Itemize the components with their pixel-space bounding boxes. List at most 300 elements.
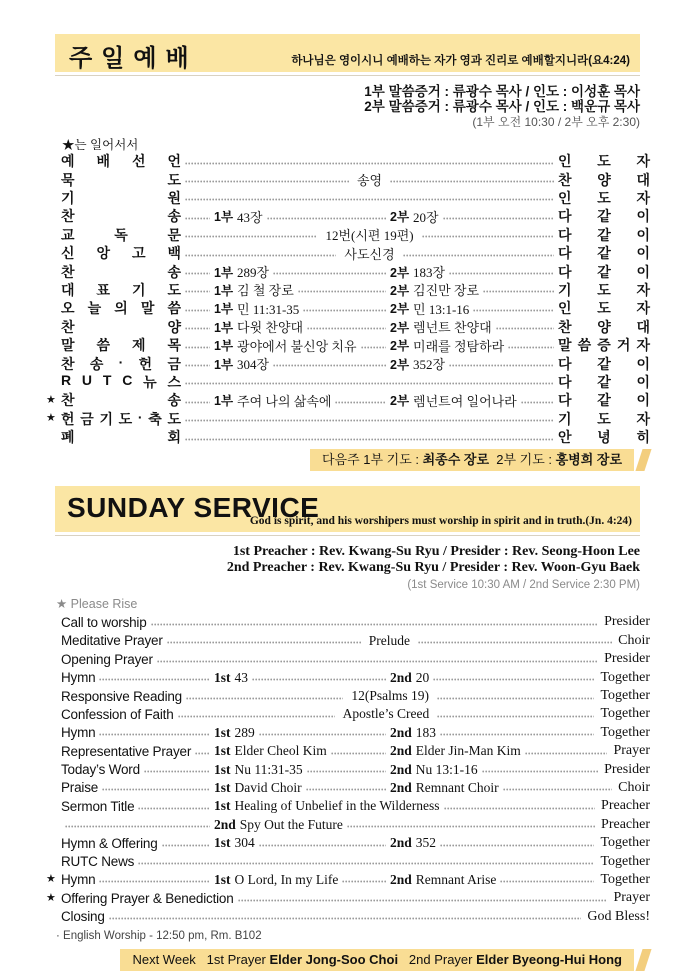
row-label: Hymn [61,725,96,741]
part2-value: 352 [415,835,437,851]
part2-prefix: 2nd [390,743,412,759]
part1-value: 광야에서 불신앙 치유 [237,338,357,354]
next-week-label: 다음주 1부 기도 : [321,452,423,468]
part2-value: 20 [415,669,430,685]
part1-group [214,354,390,373]
leader-dots [167,641,361,644]
leader-dots [185,272,210,275]
part1-prefix: 1st [214,779,231,795]
part1-value: 김 철 장로 [237,283,294,299]
part2-group [390,670,598,686]
leader-dots [482,770,598,773]
row-label: 묵 도 [61,171,181,188]
part2-value: 352장 [413,357,446,372]
part1-group [214,725,390,741]
row-right-label: 말 씀 증 거 자 [558,337,650,354]
leader-dots [335,401,386,404]
part2-prefix: 2nd [390,724,412,740]
row-center-value: 송영 [356,173,383,189]
korean-next-week-bar [310,449,634,471]
service-row [46,152,650,170]
star-icon: ★ [46,393,56,406]
part2-value: Remnant Choir [415,779,499,795]
part2-group [390,780,616,796]
row-label: R U T C 뉴 스 [61,371,181,390]
leader-dots [267,217,386,220]
korean-section [0,34,700,471]
part2-value: Nu 13:1-16 [415,761,478,777]
row-right-label: Presider [604,761,650,777]
part2-group [390,207,558,226]
part1-group [214,391,390,410]
leader-dots [347,825,595,828]
row-label: Sermon Title [61,798,135,814]
leader-dots [252,678,386,681]
part1-value: O Lord, In my Life [234,871,339,887]
service-row [46,705,650,723]
part1-group [214,299,390,318]
part2-prefix: 2부 [390,265,410,280]
row-right-label: 찬 양 대 [558,318,650,335]
row-right-label: 다 같 이 [558,355,650,372]
row-label: 찬 송 [61,392,181,409]
korean-section-title: 주일예배 [69,45,198,72]
part1-prefix: 1st [214,743,231,759]
leader-dots [440,844,594,847]
row-right-label: Prayer [613,890,650,906]
row-right-label: 다 같 이 [558,373,650,390]
divider-line [55,75,640,76]
leader-dots [185,290,210,293]
part1-prefix: 1부 [214,339,234,354]
row-right-label: 찬 양 대 [558,171,650,188]
service-row [46,908,650,926]
row-label: 말 씀 제 목 [61,337,181,354]
row-label: 찬 송 [61,263,181,280]
service-row [46,226,650,244]
part1-prefix: 1부 [214,283,234,298]
part2-prefix: 2nd [390,779,412,795]
part2-value: 183 [415,724,437,740]
leader-dots [449,364,554,367]
part2-group [390,299,558,318]
part1-group [214,780,390,796]
part1-value: 43 [234,669,248,685]
service-row [46,391,650,409]
row-label: Hymn & Offering [61,835,158,851]
part1-value: 주여 나의 삶속에 [237,393,332,409]
leader-dots [138,807,210,810]
part1-group [214,798,599,814]
service-row [46,354,650,372]
prayer2-name: 홍병희 장로 [555,452,622,468]
leader-dots [273,364,386,367]
service-row [46,189,650,207]
part2-prefix: 2nd [390,871,412,887]
service-row [46,889,650,907]
service-row [46,871,650,889]
english-section-title: SUNDAY SERVICE [67,492,320,524]
part2-prefix: 2부 [390,210,410,225]
row-right-label: 인 도 자 [558,153,650,170]
part2-value: 렘넌트여 일어나라 [413,393,517,409]
leader-dots [185,217,210,220]
row-label: 신 앙 고 백 [61,245,181,262]
part1-group [214,743,390,759]
row-right-label: 다 같 이 [558,245,650,262]
row-label: Hymn [61,872,96,888]
leader-dots [157,660,598,663]
korean-service-info [0,84,640,130]
part2-group [390,725,598,741]
part2-group [390,317,558,336]
korean-rise-note: ★는 일어서서 [62,138,139,152]
service-row [46,318,650,336]
leader-dots [151,623,599,626]
part1-group [214,670,390,686]
row-right-label: Together [600,724,650,740]
part2-prefix: 2nd [390,835,412,851]
part2-prefix: 2부 [390,283,410,298]
prayer1-name: 최종수 장로 [422,452,490,468]
bar-flag-decoration [635,949,651,971]
part2-group [390,354,558,373]
next-week-label-2: 2nd Prayer [398,951,477,967]
row-right-label: 인 도 자 [558,300,650,317]
leader-dots [102,788,210,791]
part1-prefix: 1부 [214,320,234,335]
part1-group [214,280,390,299]
leader-dots [195,752,210,755]
part1-group [214,336,390,355]
part2-value: 20장 [413,209,439,225]
english-next-week-wrap [0,949,648,971]
part1-value: Healing of Unbelief in the Wilderness [234,798,440,814]
english-verse: God is spirit, and his worshipers must worship in spirit and in truth.(Jn. 4:24) [249,515,632,528]
leader-dots [185,438,554,441]
part1-value: 다윗 찬양대 [237,320,304,336]
row-right-label: Together [600,706,650,722]
row-right-label: 다 같 이 [558,392,650,409]
leader-dots [473,309,554,312]
row-right-label: Together [600,669,650,685]
service-row [46,632,650,650]
part2-prefix: 2부 [390,339,410,354]
leader-dots [444,807,596,810]
service-row [46,797,650,815]
service-row [46,262,650,280]
leader-dots [185,401,210,404]
service-row [46,613,650,631]
row-right-label: Together [600,835,650,851]
english-preacher-line-2: 2nd Preacher : Rev. Kwang-Su Ryu / Presider : Rev. Woon-Gyu Baek [226,560,640,576]
leader-dots [65,825,210,828]
row-right-label: God Bless! [587,908,650,924]
service-row [46,650,650,668]
row-center-value: Prelude [368,632,410,648]
leader-dots [186,697,343,700]
row-label: RUTC News [61,854,135,870]
service-row [46,724,650,742]
part1-value: David Choir [234,779,302,795]
part1-group [214,762,390,778]
service-row [46,207,650,225]
row-label: 예 배 선 언 [61,153,181,170]
part1-prefix: 1st [214,724,231,740]
english-worship-note: · English Worship - 12:50 pm, Rm. B102 [56,929,262,942]
row-label: 폐 회 [61,429,181,446]
row-right-label: Together [600,853,650,869]
leader-dots [437,697,594,700]
part1-prefix: 1st [214,835,231,851]
leader-dots [185,327,210,330]
part2-group [390,762,602,778]
korean-service-times: (1부 오전 10:30 / 2부 오후 2:30) [472,115,640,129]
leader-dots [185,180,349,183]
leader-dots [437,715,594,718]
english-service-info [0,544,640,593]
row-right-label: 기 도 자 [558,410,650,427]
row-label: Confession of Faith [61,706,174,722]
part2-group [390,743,611,759]
service-row [46,428,650,446]
part1-group [214,317,390,336]
leader-dots [259,733,386,736]
row-right-label: Together [600,871,650,887]
row-label: 헌 금 기 도 · 축 도 [61,408,181,427]
leader-dots [178,715,335,718]
row-label: Responsive Reading [61,688,182,704]
korean-verse: 하나님은 영이시니 예배하는 자가 영과 진리로 예배할지니라(요4:24) [291,55,630,67]
leader-dots [525,752,608,755]
leader-dots [433,678,594,681]
service-row [46,373,650,391]
row-label: 기 원 [61,189,181,206]
part2-group [390,835,598,851]
leader-dots [443,217,554,220]
leader-dots [449,272,554,275]
part1-prefix: 1st [214,761,231,777]
row-right-label: Prayer [613,743,650,759]
part1-value: Nu 11:31-35 [234,761,303,777]
row-label: 오 늘 의 말 씀 [61,300,181,317]
leader-dots [361,346,386,349]
row-center-value: Apostle’s Creed [342,706,430,722]
row-right-label: 안 녕 히 [558,429,650,446]
service-row [46,244,650,262]
service-row [46,779,650,797]
part1-value: Spy Out the Future [239,816,343,832]
row-center-value: 사도신경 [344,246,395,262]
leader-dots [403,254,554,257]
part2-value: 미래를 정탐하라 [413,338,505,354]
part1-value: 304장 [237,357,270,372]
leader-dots [185,162,554,165]
row-right-label: Choir [618,779,650,795]
service-row [46,834,650,852]
english-banner [55,486,640,532]
next-week-label: Next Week 1st Prayer [132,951,270,967]
english-service-order [46,613,650,926]
leader-dots [496,327,554,330]
english-section [0,486,700,971]
part2-prefix: 2nd [390,761,412,777]
part1-prefix: 1부 [214,302,234,317]
part1-group [214,835,390,851]
prayer2-name: Elder Byeong-Hui Hong [476,951,622,967]
leader-dots [483,290,554,293]
service-row [46,742,650,760]
row-right-label: Presider [604,614,650,630]
row-label: Today’s Word [61,762,140,778]
english-preacher-line-1: 1st Preacher : Rev. Kwang-Su Ryu / Presider : Rev. Seong-Hoon Lee [232,544,640,560]
row-label: Offering Prayer & Benediction [61,890,234,906]
leader-dots [390,180,554,183]
part2-value: 김진만 장로 [413,283,480,299]
leader-dots [185,346,210,349]
part1-prefix: 1st [214,669,231,685]
row-right-label: Preacher [601,816,650,832]
leader-dots [298,290,386,293]
part2-value: 민 13:1-16 [413,301,470,317]
part1-group [214,817,599,833]
leader-dots [307,770,386,773]
service-row [46,687,650,705]
part1-value: 304 [234,835,255,851]
service-row [46,281,650,299]
leader-dots [418,641,612,644]
leader-dots [185,235,317,238]
leader-dots [273,272,386,275]
part2-prefix: 2부 [390,357,410,372]
row-right-label: Presider [604,651,650,667]
row-right-label: Preacher [601,798,650,814]
row-label: 찬 송 · 헌 금 [61,353,181,372]
korean-banner [55,34,640,72]
leader-dots [342,880,386,883]
leader-dots [185,419,554,422]
row-center-value: 12번(시편 19편) [325,228,414,244]
star-icon: ★ [46,873,56,886]
part2-group [390,336,558,355]
service-row [46,170,650,188]
part1-prefix: 1st [214,798,231,814]
part2-value: 렘넌트 찬양대 [413,320,492,336]
row-label: Opening Prayer [61,651,153,667]
part1-group [214,207,390,226]
korean-preacher-line-1: 1부 말씀증거 : 류광수 목사 / 인도 : 이성훈 목사 [364,84,640,99]
leader-dots [185,364,210,367]
korean-next-week-wrap [0,449,648,471]
part1-value: 43장 [237,209,263,225]
leader-dots [440,733,594,736]
row-label: 대 표 기 도 [61,281,181,298]
leader-dots [508,346,554,349]
part2-value: Remnant Arise [415,871,497,887]
part1-value: 289장 [237,265,270,281]
prayer1-name: Elder Jong-Soo Choi [269,951,399,967]
english-rise-note: ★ Please Rise [56,597,138,612]
leader-dots [185,254,336,257]
part1-value: 민 11:31-35 [237,301,300,317]
part2-value: 183장 [413,265,446,281]
part2-prefix: 2부 [390,320,410,335]
part1-prefix: 1부 [214,357,234,372]
leader-dots [185,382,554,385]
leader-dots [306,788,386,791]
part2-group [390,262,558,281]
row-right-label: 다 같 이 [558,263,650,280]
part1-prefix: 1부 [214,394,234,409]
leader-dots [185,198,554,201]
service-row [46,816,650,834]
part2-group [390,872,598,888]
part2-prefix: 2부 [390,302,410,317]
bulletin-page [0,34,700,971]
leader-dots [331,752,386,755]
row-label: Call to worship [61,614,147,630]
part1-value: Elder Cheol Kim [234,743,327,759]
row-right-label: 기 도 자 [558,281,650,298]
next-week-label-2: 2부 기도 : [489,452,556,468]
leader-dots [422,235,554,238]
part1-group [214,872,390,888]
part1-prefix: 1부 [214,265,234,280]
leader-dots [500,880,594,883]
leader-dots [99,733,210,736]
row-right-label: 다 같 이 [558,226,650,243]
leader-dots [99,880,210,883]
leader-dots [185,309,210,312]
part2-group [390,280,558,299]
service-row [46,852,650,870]
row-center-value: 12(Psalms 19) [351,688,430,703]
row-label: 교 독 문 [61,226,181,243]
leader-dots [503,788,612,791]
part1-prefix: 1부 [214,210,234,225]
service-row [46,668,650,686]
row-label: Closing [61,909,105,925]
part2-prefix: 2부 [390,394,410,409]
star-icon: ★ [46,891,56,904]
leader-dots [238,899,608,902]
leader-dots [138,862,594,865]
leader-dots [307,327,386,330]
part1-group [214,262,390,281]
english-next-week-bar [120,949,634,971]
star-icon: ★ [46,412,56,425]
part2-prefix: 2nd [390,669,412,685]
bar-flag-decoration [635,449,651,471]
part1-prefix: 1st [214,871,231,887]
leader-dots [259,844,386,847]
row-label: Praise [61,780,99,796]
row-label: Hymn [61,670,96,686]
leader-dots [521,401,554,404]
korean-service-order [46,152,650,446]
row-label: 찬 송 [61,208,181,225]
leader-dots [162,844,210,847]
leader-dots [303,309,386,312]
part2-group [390,391,558,410]
row-right-label: 인 도 자 [558,189,650,206]
leader-dots [99,678,210,681]
row-label: 찬 양 [61,318,181,335]
english-service-times: (1st Service 10:30 AM / 2nd Service 2:30 PM) [407,579,640,592]
row-label: Meditative Prayer [61,633,163,649]
row-right-label: 다 같 이 [558,208,650,225]
part1-value: 289 [234,724,255,740]
